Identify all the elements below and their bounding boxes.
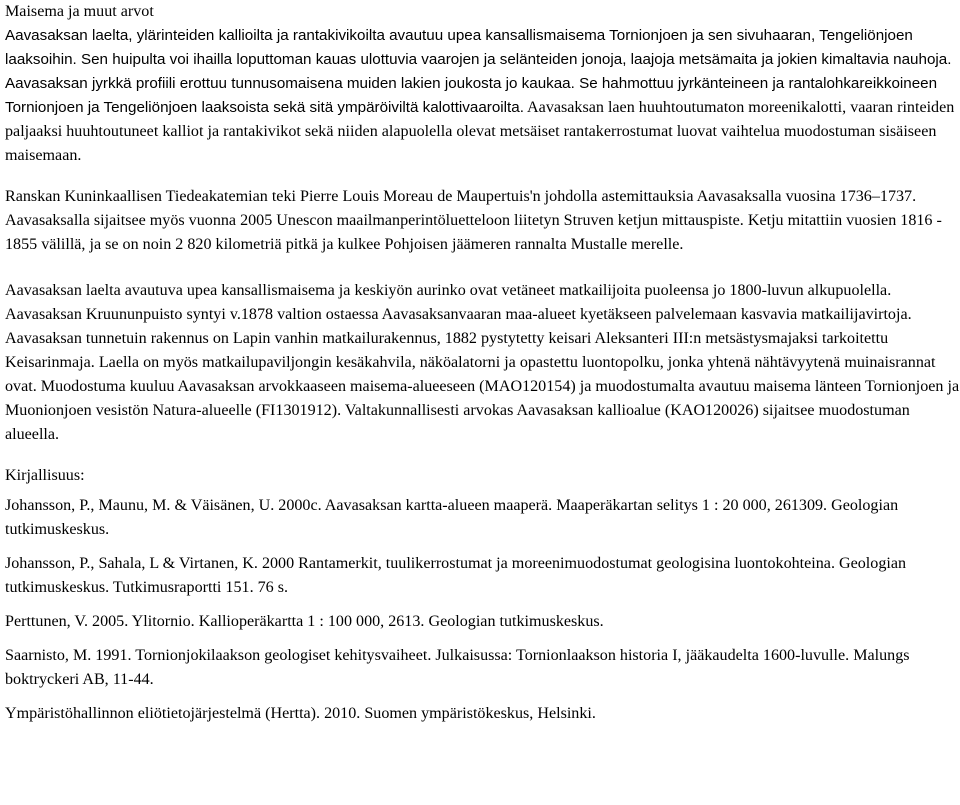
paragraph-landscape-sans: Aavasaksan laelta, ylärinteiden kallioilta ja rantakivikoilta avautuu upea kansallismaisema Tornionjoen ja sen sivuhaaran, Tengeliönjoen laaksoihin. Sen huipulta voi ihailla loputtoman kauas ulottuvia vaarojen ja selänteiden jonoja, laajoja metsämaita ja jokien kimaltavia nauhoja. Aavasaksan jyrkkä profiili erottuu tunnusomaisena muiden lakien joukosta jo kaukaa. Se hahmottuu jyrkänteineen ja rantalohkareikkoineen Tornionjoen ja Tengeliönjoen laaksoista sekä sitä ympäröiviltä kalottivaaroilta.: [5, 27, 952, 116]
paragraph-landscape-serif: Aavasaksan laen huuhtoutumaton moreenikalotti, vaaran rinteiden paljaaksi huuhtoutuneet kalliot ja rantakivikot sekä niiden alapuolella olevat metsäiset rantakerrostumat luovat vaihtelua muodostuman sisäiseen maisemaan.: [5, 99, 955, 164]
reference-item: Perttunen, V. 2005. Ylitornio. Kallioperäkartta 1 : 100 000, 2613. Geologian tutkimuskeskus.: [5, 613, 604, 630]
paragraph-history: Ranskan Kuninkaallisen Tiedeakatemian teki Pierre Louis Moreau de Maupertuis'n johdolla astemittauksia Aavasaksalla vuosina 1736–1737. Aavasaksalla sijaitsee myös vuonna 2005 Unescon maailmanperintöluetteloon liitetyn Struven ketjun mittauspiste. Ketju mitattiin vuosien 1816 - 1855 välillä, ja se on noin 2 820 kilometriä pitkä ja kulkee Pohjoisen jäämeren rannalta Mustalle merelle.: [5, 188, 942, 253]
document-page: [5, 0, 960, 726]
references-list: [5, 494, 960, 726]
paragraph-tourism: Aavasaksan laelta avautuva upea kansallismaisema ja keskiyön aurinko ovat vetäneet matkailijoita puoleensa jo 1800-luvun alkupuolella. Aavasaksan Kruununpuisto syntyi v.1878 valtion ostaessa Aavasaksanvaaran maa-alueet kyetäkseen palvelemaan kasvavia matkailijavirtoja. Aavasaksan tunnetuin rakennus on Lapin vanhin matkailurakennus, 1882 pystytetty keisari Aleksanteri III:n metsästysmajaksi tarkoitettu Keisarinmaja. Laella on myös matkailupaviljongin kesäkahvila, näköalatorni ja opastettu luontopolku, jonka yhtenä nähtävyytenä muinaisrannat ovat. Muodostuma kuuluu Aavasaksan arvokkaaseen maisema-alueeseen (MAO120154) ja muodostumalta avautuu maisema länteen Tornionjoen ja Muonionjoen vesistön Natura-alueelle (FI1301912). Valtakunnallisesti arvokas Aavasaksan kallioalue (KAO120026) sijaitsee muodostuman alueella.: [5, 282, 960, 443]
references-heading: Kirjallisuus:: [5, 467, 85, 484]
section-title: Maisema ja muut arvot: [5, 3, 154, 20]
paragraph-landscape: [5, 24, 960, 168]
reference-item: Saarnisto, M. 1991. Tornionjokilaakson geologiset kehitysvaiheet. Julkaisussa: Tornionlaakson historia I, jääkaudelta 1600-luvulle. Malungs boktryckeri AB, 11-44.: [5, 647, 910, 688]
reference-item: Ympäristöhallinnon eliötietojärjestelmä (Hertta). 2010. Suomen ympäristökeskus, Helsinki.: [5, 705, 596, 722]
reference-item: Johansson, P., Maunu, M. & Väisänen, U. 2000c. Aavasaksan kartta-alueen maaperä. Maaperäkartan selitys 1 : 20 000, 261309. Geologian tutkimuskeskus.: [5, 497, 899, 538]
reference-item: Johansson, P., Sahala, L & Virtanen, K. 2000 Rantamerkit, tuulikerrostumat ja moreenimuodostumat geologisina luontokohteina. Geologian tutkimuskeskus. Tutkimusraportti 151. 76 s.: [5, 555, 907, 596]
